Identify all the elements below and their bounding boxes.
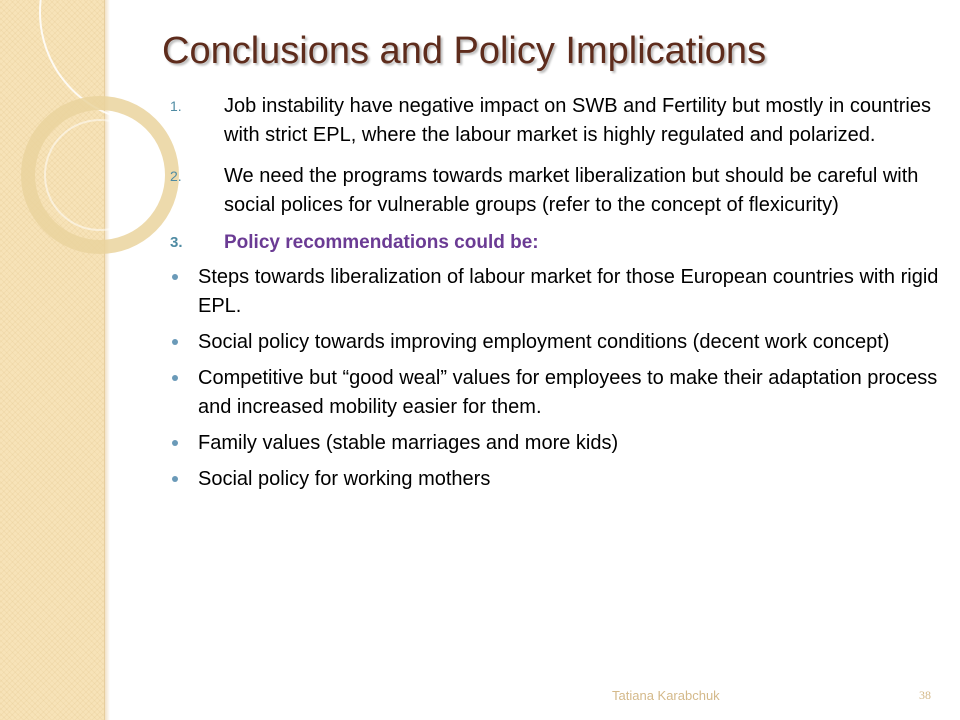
bullet-item [160, 328, 940, 357]
bullet-text: Family values (stable marriages and more kids) [198, 432, 619, 454]
bullet-dot-icon [172, 274, 178, 280]
item-text: Job instability have negative impact on SWB and Fertility but mostly in countries with strict EPL, where the labour market is highly regulated and polarized. [224, 95, 931, 146]
item-text-highlight: Policy recommendations could be: [224, 232, 539, 253]
bullet-dot-icon [172, 339, 178, 345]
bullet-item [160, 429, 940, 458]
bullet-item [160, 263, 940, 321]
bullet-text: Competitive but “good weal” values for employees to make their adaptation process and increased mobility easier for them. [198, 367, 938, 418]
page-number: 38 [919, 688, 931, 702]
decorative-circles [0, 0, 180, 270]
item-text: We need the programs towards market liberalization but should be careful with social polices for vulnerable groups (refer to the concept of flexicurity) [224, 165, 919, 216]
bullet-dot-icon [172, 476, 178, 482]
bullet-text: Steps towards liberalization of labour market for those European countries with rigid EPL. [198, 266, 939, 317]
item-number: 1. [170, 98, 182, 114]
slide-title: Conclusions and Policy Implications [162, 30, 767, 72]
bullet-text: Social policy for working mothers [198, 468, 491, 490]
numbered-item [160, 92, 940, 150]
bullet-text: Social policy towards improving employment conditions (decent work concept) [198, 331, 890, 353]
slide-content [160, 92, 940, 494]
item-number: 3. [170, 234, 183, 251]
bullet-dot-icon [172, 440, 178, 446]
bullet-item [160, 465, 940, 494]
item-number: 2. [170, 168, 182, 184]
bullet-item [160, 364, 940, 422]
numbered-item [160, 162, 940, 220]
bullet-dot-icon [172, 375, 178, 381]
numbered-item [160, 228, 940, 257]
footer-author: Tatiana Karabchuk [612, 688, 720, 703]
